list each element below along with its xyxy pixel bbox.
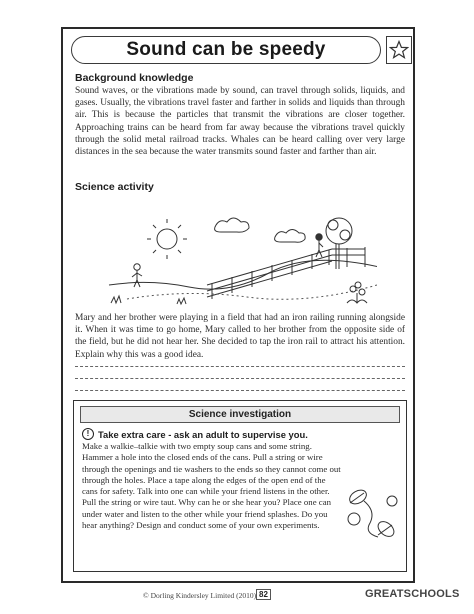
page-footer bbox=[0, 588, 474, 608]
answer-line[interactable] bbox=[75, 366, 405, 367]
worksheet-page bbox=[61, 27, 415, 583]
investigation-instructions: Make a walkie–talkie with two empty soup cans and some string. Hammer a hole into the closed ends of the cans. Pull a string or wire through the openings and tie washers to the ends so they cannot come out through the holes. Place a tape along the edges of the open end of the cans for safety. Talk into one can while your friend listens in the other. Pull the string or wire taut. Why can he or she hear you? Place one can under water and listen to the other while your friend splashes. Do you hear anything? Design and conduct some of your own experiments. bbox=[82, 441, 341, 531]
activity-question: Mary and her brother were playing in a field that had an iron railing running alongside it. When it was time to go home, Mary called to her brother from the opposite side of the field, but he did not hear her. She decided to tap the iron rail to attract his attention. Explain why this was a good idea. bbox=[75, 313, 405, 360]
railing-field-illustration bbox=[107, 207, 377, 307]
flower-icon bbox=[347, 282, 367, 303]
activity-heading: Science activity bbox=[75, 181, 154, 193]
answer-line[interactable] bbox=[75, 378, 405, 379]
star-box bbox=[386, 36, 412, 64]
cloud-icon bbox=[215, 218, 249, 232]
cloud-icon bbox=[275, 230, 306, 243]
grass-icon bbox=[111, 296, 186, 304]
investigation-header bbox=[80, 406, 400, 423]
background-paragraph: Sound waves, or the vibrations made by sound, can travel through solids, liquids, and gases. Usually, the vibrations travel faster and farther in solids and liquids than through air. This is because the particles that transmit the vibrations are closer together. Approaching trains can be heard from far away because the vibrations travel quickly through the solid metal railroad tracks. Whales can be heard calling over very large distances in the sea because the water transmits sound faster and farther than air. bbox=[75, 86, 405, 158]
answer-line[interactable] bbox=[75, 390, 405, 391]
boy-figure bbox=[132, 264, 142, 287]
iron-railing bbox=[207, 247, 365, 299]
caution-text: Take extra care - ask an adult to supervise you. bbox=[98, 428, 308, 440]
warning-icon: ! bbox=[82, 428, 94, 440]
page-title: Sound can be speedy bbox=[126, 39, 326, 60]
tin-can-phone-icon bbox=[344, 483, 402, 543]
investigation-heading: Science investigation bbox=[188, 409, 292, 420]
title-banner bbox=[71, 36, 381, 64]
investigation-box bbox=[73, 400, 407, 572]
star-icon bbox=[389, 40, 409, 60]
brand-logo: GREATSCHOOLS bbox=[365, 588, 460, 600]
copyright-text: © Dorling Kindersley Limited (2010) bbox=[143, 591, 257, 600]
page-number: 82 bbox=[256, 589, 271, 600]
caution-note bbox=[82, 428, 400, 440]
sun-icon bbox=[147, 219, 187, 259]
background-heading: Background knowledge bbox=[75, 72, 194, 84]
